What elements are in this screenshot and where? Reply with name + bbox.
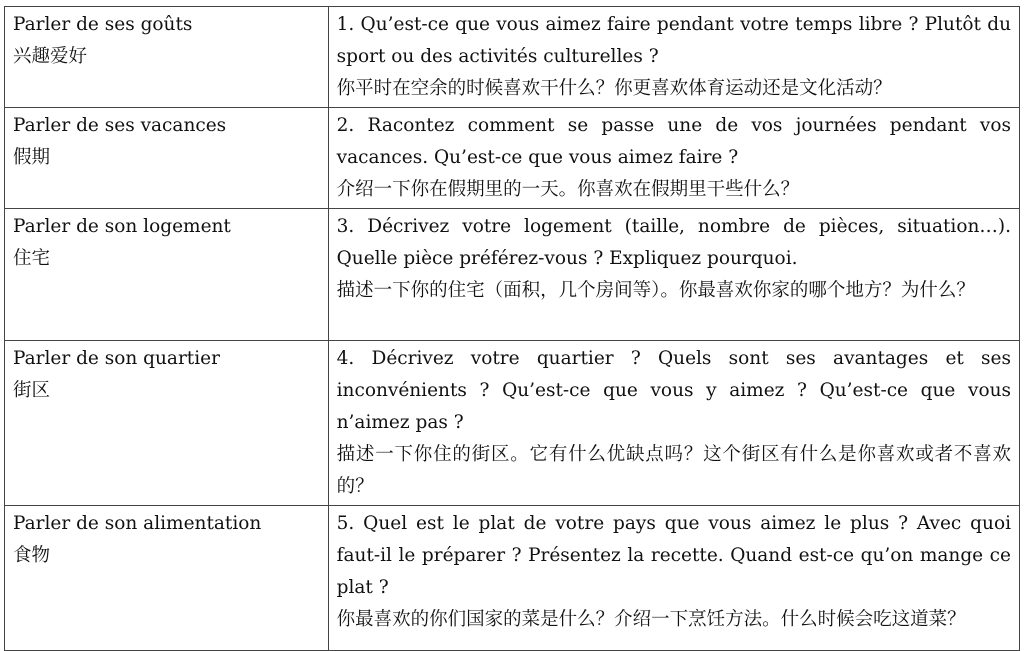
topic-chinese: 兴趣爱好 (13, 46, 88, 67)
question-cell (328, 506, 1019, 651)
topic-french: Parler de ses goûts (13, 14, 193, 35)
topic-chinese: 食物 (13, 545, 51, 566)
question-chinese: 描述一下你的住宅（面积，几个房间等）。你最喜欢你家的哪个地方？为什么？ (336, 280, 975, 301)
topic-french: Parler de son logement (13, 216, 231, 237)
table-row (5, 108, 1020, 209)
question-french: 4. Décrivez votre quartier ? Quels sont ses avantages et ses inconvénients ? Qu’est-ce que vous y aimez ? Qu’est-ce que vous n’aimez pas ? (336, 348, 1011, 433)
question-chinese: 介绍一下你在假期里的一天。你喜欢在假期里干些什么？ (336, 179, 800, 200)
question-chinese: 描述一下你住的街区。它有什么优缺点吗？这个街区有什么是你喜欢或者不喜欢的？ (336, 444, 1011, 497)
topic-cell (5, 506, 329, 651)
question-french: 1. Qu’est-ce que vous aimez faire pendant votre temps libre ? Plutôt du sport ou des activités culturelles ? (336, 14, 1011, 67)
table-row (5, 341, 1020, 506)
oral-topics-table (4, 6, 1020, 651)
topic-french: Parler de son alimentation (13, 513, 262, 534)
topic-cell (5, 7, 329, 108)
question-chinese: 你平时在空余的时候喜欢干什么？你更喜欢体育运动还是文化活动？ (336, 78, 892, 99)
question-cell (328, 7, 1019, 108)
topic-french: Parler de ses vacances (13, 115, 227, 136)
question-french: 2. Racontez comment se passe une de vos journées pendant vos vacances. Qu’est-ce que vous aimez faire ? (336, 115, 1011, 168)
question-cell (328, 108, 1019, 209)
question-chinese: 你最喜欢的你们国家的菜是什么？介绍一下烹饪方法。什么时候会吃这道菜？ (336, 609, 966, 630)
topic-chinese: 假期 (13, 147, 51, 168)
topic-chinese: 街区 (13, 380, 51, 401)
topic-cell (5, 341, 329, 506)
table-row (5, 506, 1020, 651)
question-cell (328, 341, 1019, 506)
topic-french: Parler de son quartier (13, 348, 220, 369)
question-french: 3. Décrivez votre logement (taille, nombre de pièces, situation…). Quelle pièce préférez-vous ? Expliquez pourquoi. (336, 216, 1011, 269)
table-row (5, 7, 1020, 108)
topic-cell (5, 209, 329, 341)
question-cell (328, 209, 1019, 341)
topic-chinese: 住宅 (13, 248, 51, 269)
topic-cell (5, 108, 329, 209)
table-row (5, 209, 1020, 341)
question-french: 5. Quel est le plat de votre pays que vous aimez le plus ? Avec quoi faut-il le préparer ? Présentez la recette. Quand est-ce qu’on mange ce plat ? (336, 513, 1011, 598)
